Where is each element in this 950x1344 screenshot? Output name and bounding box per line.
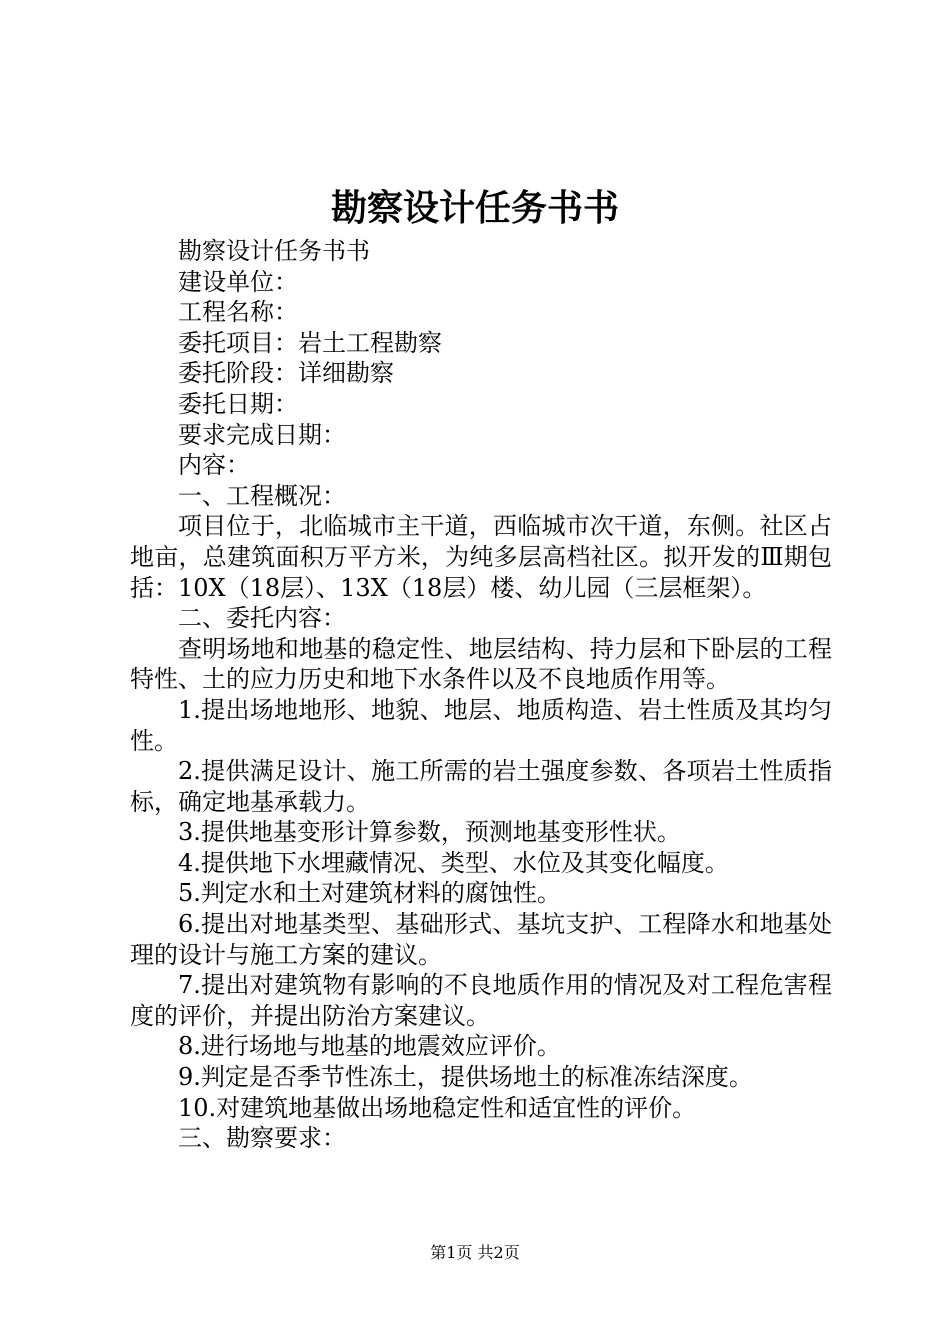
field-required-completion-date: 要求完成日期：: [178, 420, 346, 449]
list-item-9: 9.判定是否季节性冻土，提供场地土的标准冻结深度。: [178, 1063, 753, 1092]
list-item-6: 6.提出对地基类型、基础形式、基坑支护、工程降水和地基处理的设计与施工方案的建议。: [130, 910, 832, 969]
paragraph-overview: 项目位于，北临城市主干道，西临城市次干道，东侧。社区占地亩，总建筑面积万平方米，为纯多层高档社区。拟开发的Ⅲ期包括：10X（18层）、13X（18层）楼、幼儿园（三层框架）。: [130, 512, 832, 602]
section-heading-entrusted-content: 二、委托内容：: [178, 604, 346, 633]
field-entrusted-item: 委托项目：岩土工程勘察: [178, 328, 442, 357]
page-footer: 第1页 共2页: [430, 1243, 520, 1262]
list-item-1: 1.提出场地地形、地貌、地层、地质构造、岩土性质及其均匀性。: [130, 695, 832, 755]
field-construction-unit: 建设单位：: [178, 267, 298, 296]
field-entrusted-stage: 委托阶段：详细勘察: [178, 359, 394, 388]
list-item-10: 10.对建筑地基做出场地稳定性和适宜性的评价。: [178, 1093, 697, 1122]
list-item-5: 5.判定水和土对建筑材料的腐蚀性。: [178, 879, 561, 908]
field-content: 内容：: [178, 451, 250, 480]
section-heading-survey-requirements: 三、勘察要求：: [178, 1124, 346, 1153]
list-item-4: 4.提供地下水埋藏情况、类型、水位及其变化幅度。: [178, 848, 729, 877]
document-body: [130, 236, 832, 1154]
paragraph-entrusted-content: 查明场地和地基的稳定性、地层结构、持力层和下卧层的工程特性、土的应力历史和地下水条件以及不良地质作用等。: [130, 634, 832, 694]
list-item-2: 2.提供满足设计、施工所需的岩土强度参数、各项岩土性质指标，确定地基承载力。: [130, 757, 832, 816]
paragraph-heading-repeat: 勘察设计任务书书: [178, 237, 370, 265]
list-item-3: 3.提供地基变形计算参数，预测地基变形性状。: [178, 818, 681, 847]
field-project-name: 工程名称：: [178, 298, 298, 327]
document-title: 勘察设计任务书书: [330, 187, 619, 229]
section-heading-overview: 一、工程概况：: [178, 481, 346, 510]
list-item-7: 7.提出对建筑物有影响的不良地质作用的情况及对工程危害程度的评价，并提出防治方案建议。: [130, 971, 832, 1030]
list-item-8: 8.进行场地与地基的地震效应评价。: [178, 1032, 561, 1061]
field-entrusted-date: 委托日期：: [178, 389, 298, 418]
